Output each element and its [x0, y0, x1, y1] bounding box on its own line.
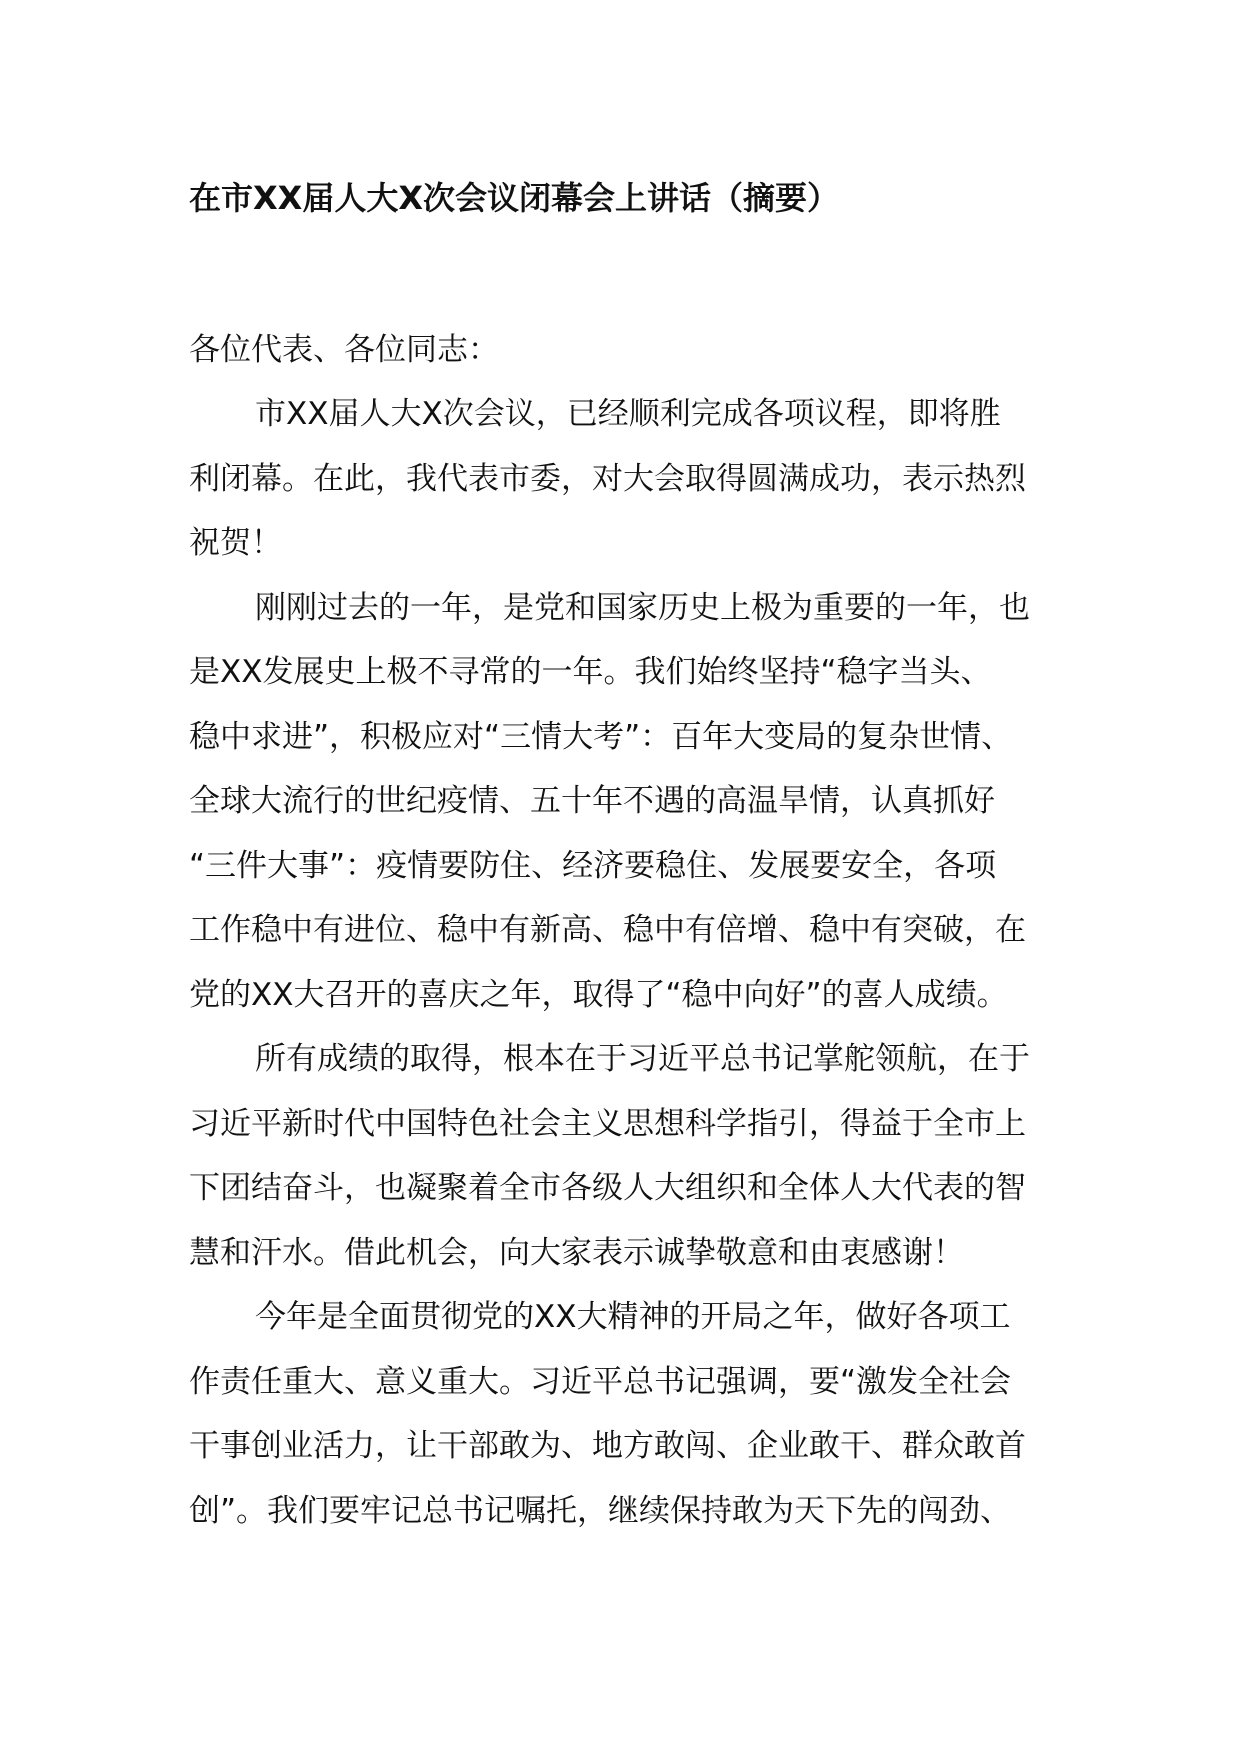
text-line: 作责任重大、意义重大。习近平总书记强调，要“激发全社会 — [189, 1363, 1012, 1400]
text-line: 刚刚过去的一年，是党和国家历史上极为重要的一年，也 — [255, 589, 1030, 626]
text-line: 利闭幕。在此，我代表市委，对大会取得圆满成功，表示热烈 — [189, 460, 1026, 497]
text-line: 下团结奋斗，也凝聚着全市各级人大组织和全体人大代表的智 — [189, 1170, 1026, 1206]
text-line: 今年是全面贯彻党的XX大精神的开局之年，做好各项工 — [255, 1299, 1011, 1335]
document-title: 在市XX届人大X次会议闭幕会上讲话（摘要） — [189, 179, 840, 217]
text-line: 慧和汗水。借此机会，向大家表示诚挚敬意和由衷感谢！ — [189, 1234, 964, 1271]
text-line: 所有成绩的取得，根本在于习近平总书记掌舵领航，在于 — [255, 1041, 1030, 1077]
paragraph-4 — [189, 1285, 1069, 1543]
paragraph-3 — [189, 1027, 1069, 1285]
text-line: “三件大事”：疫情要防住、经济要稳住、发展要安全，各项 — [189, 847, 997, 884]
text-line: 稳中求进”，积极应对“三情大考”：百年大变局的复杂世情、 — [189, 718, 1013, 755]
text-line: 全球大流行的世纪疫情、五十年不遇的高温旱情，认真抓好 — [189, 783, 995, 819]
text-line: 市XX届人大X次会议，已经顺利完成各项议程，即将胜 — [255, 396, 1001, 432]
text-line: 干事创业活力，让干部敢为、地方敢闯、企业敢干、群众敢首 — [189, 1428, 1026, 1464]
text-line: 创”。我们要牢记总书记嘱托，继续保持敢为天下先的闯劲、 — [189, 1492, 1012, 1529]
text-line: 工作稳中有进位、稳中有新高、稳中有倍增、稳中有突破，在 — [189, 912, 1026, 948]
salutation: 各位代表、各位同志： — [189, 332, 499, 368]
text-line: 习近平新时代中国特色社会主义思想科学指引，得益于全市上 — [189, 1105, 1026, 1142]
paragraph-2 — [189, 576, 1069, 1028]
text-line: 祝贺！ — [189, 525, 282, 561]
text-line: 是XX发展史上极不寻常的一年。我们始终坚持“稳字当头、 — [189, 654, 992, 690]
document-body — [189, 382, 1069, 1543]
paragraph-1 — [189, 382, 1069, 576]
text-line: 党的XX大召开的喜庆之年，取得了“稳中向好”的喜人成绩。 — [189, 976, 1008, 1013]
